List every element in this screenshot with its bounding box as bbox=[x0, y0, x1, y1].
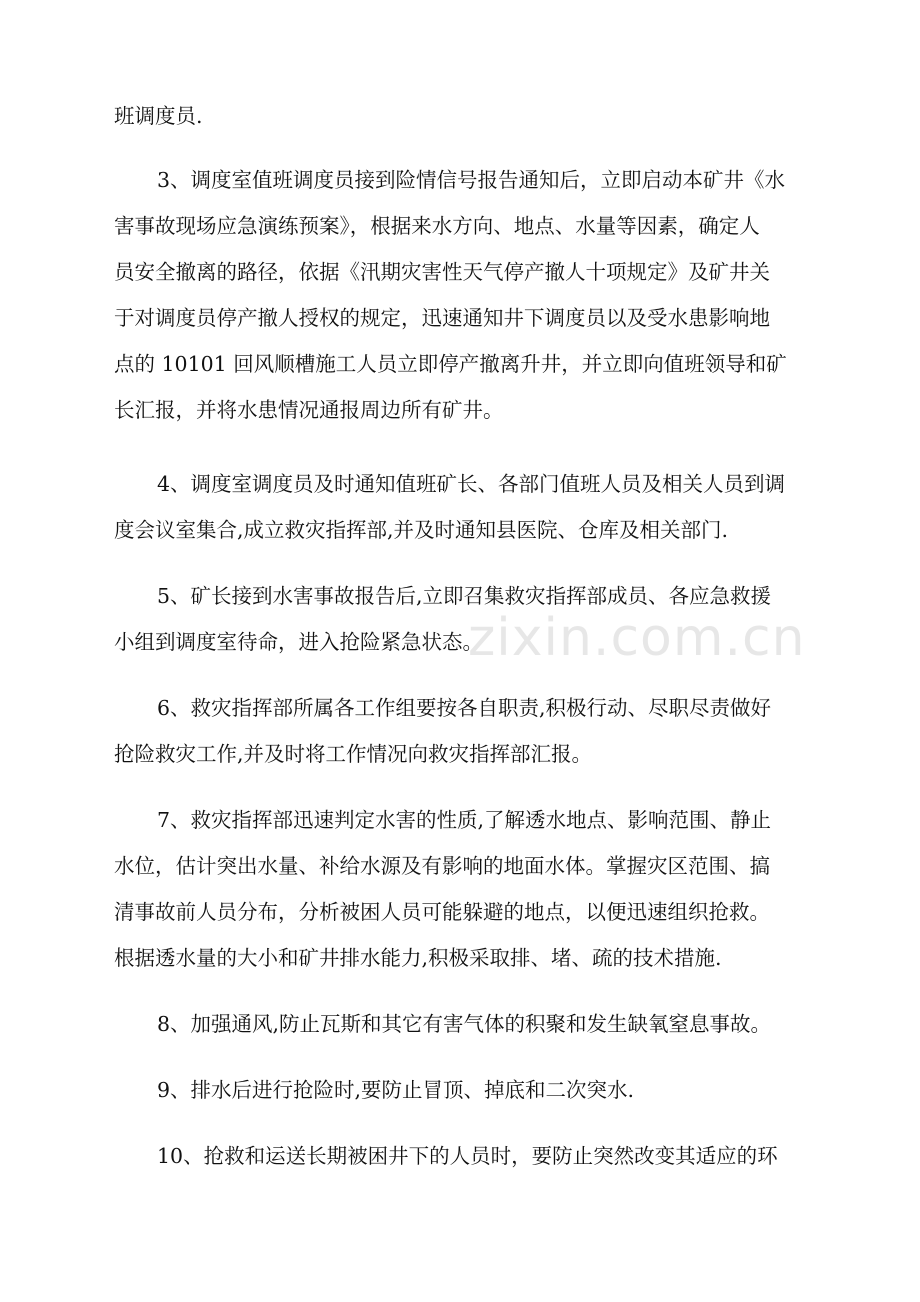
text-line: 根据透水量的大小和矿井排水能力,积极采取排、堵、疏的技术措施. bbox=[114, 946, 722, 970]
text-line: 抢险救灾工作,并及时将工作情况向救灾指挥部汇报。 bbox=[114, 742, 593, 766]
text-line: 于对调度员停产撤人授权的规定，迅速通知井下调度员以及受水患影响地 bbox=[114, 306, 770, 330]
text-line: 班调度员. bbox=[114, 104, 203, 128]
text-line: 4、调度室调度员及时通知值班矿长、各部门值班人员及相关人员到调 bbox=[157, 472, 786, 496]
text-line: 度会议室集合,成立救灾指挥部,并及时通知县医院、仓库及相关部门. bbox=[114, 518, 729, 542]
text-line: 8、加强通风,防止瓦斯和其它有害气体的积聚和发生缺氧窒息事故。 bbox=[157, 1012, 772, 1036]
text-line: 长汇报，并将水患情况通报周边所有矿井。 bbox=[114, 398, 504, 422]
text-line: 员安全撤离的路径，依据《汛期灾害性天气停产撤人十项规定》及矿井关 bbox=[114, 260, 770, 284]
watermark: zixin.com.cn bbox=[468, 608, 806, 668]
text-line: 5、矿长接到水害事故报告后,立即召集救灾指挥部成员、各应急救援 bbox=[157, 584, 772, 608]
text-line: 点的 10101 回风顺槽施工人员立即停产撤离升井，并立即向值班领导和矿 bbox=[114, 352, 787, 376]
text-line: 7、救灾指挥部迅速判定水害的性质,了解透水地点、影响范围、静止 bbox=[157, 808, 772, 832]
text-line: 9、排水后进行抢险时,要防止冒顶、掉底和二次突水. bbox=[157, 1078, 635, 1102]
text-line: 3、调度室值班调度员接到险情信号报告通知后，立即启动本矿井《水 bbox=[157, 168, 786, 192]
text-line: 害事故现场应急演练预案》，根据来水方向、地点、水量等因素，确定人 bbox=[114, 214, 760, 238]
text-line: 水位，估计突出水量、补给水源及有影响的地面水体。掌握灾区范围、搞 bbox=[114, 854, 770, 878]
text-line: 清事故前人员分布，分析被困人员可能躲避的地点，以便迅速组织抢救。 bbox=[114, 900, 770, 924]
text-line: 6、救灾指挥部所属各工作组要按各自职责,积极行动、尽职尽责做好 bbox=[157, 696, 772, 720]
text-line: 小组到调度室待命，进入抢险紧急状态。 bbox=[114, 630, 483, 654]
text-line: 10、抢救和运送长期被困井下的人员时，要防止突然改变其适应的环 bbox=[157, 1144, 778, 1168]
